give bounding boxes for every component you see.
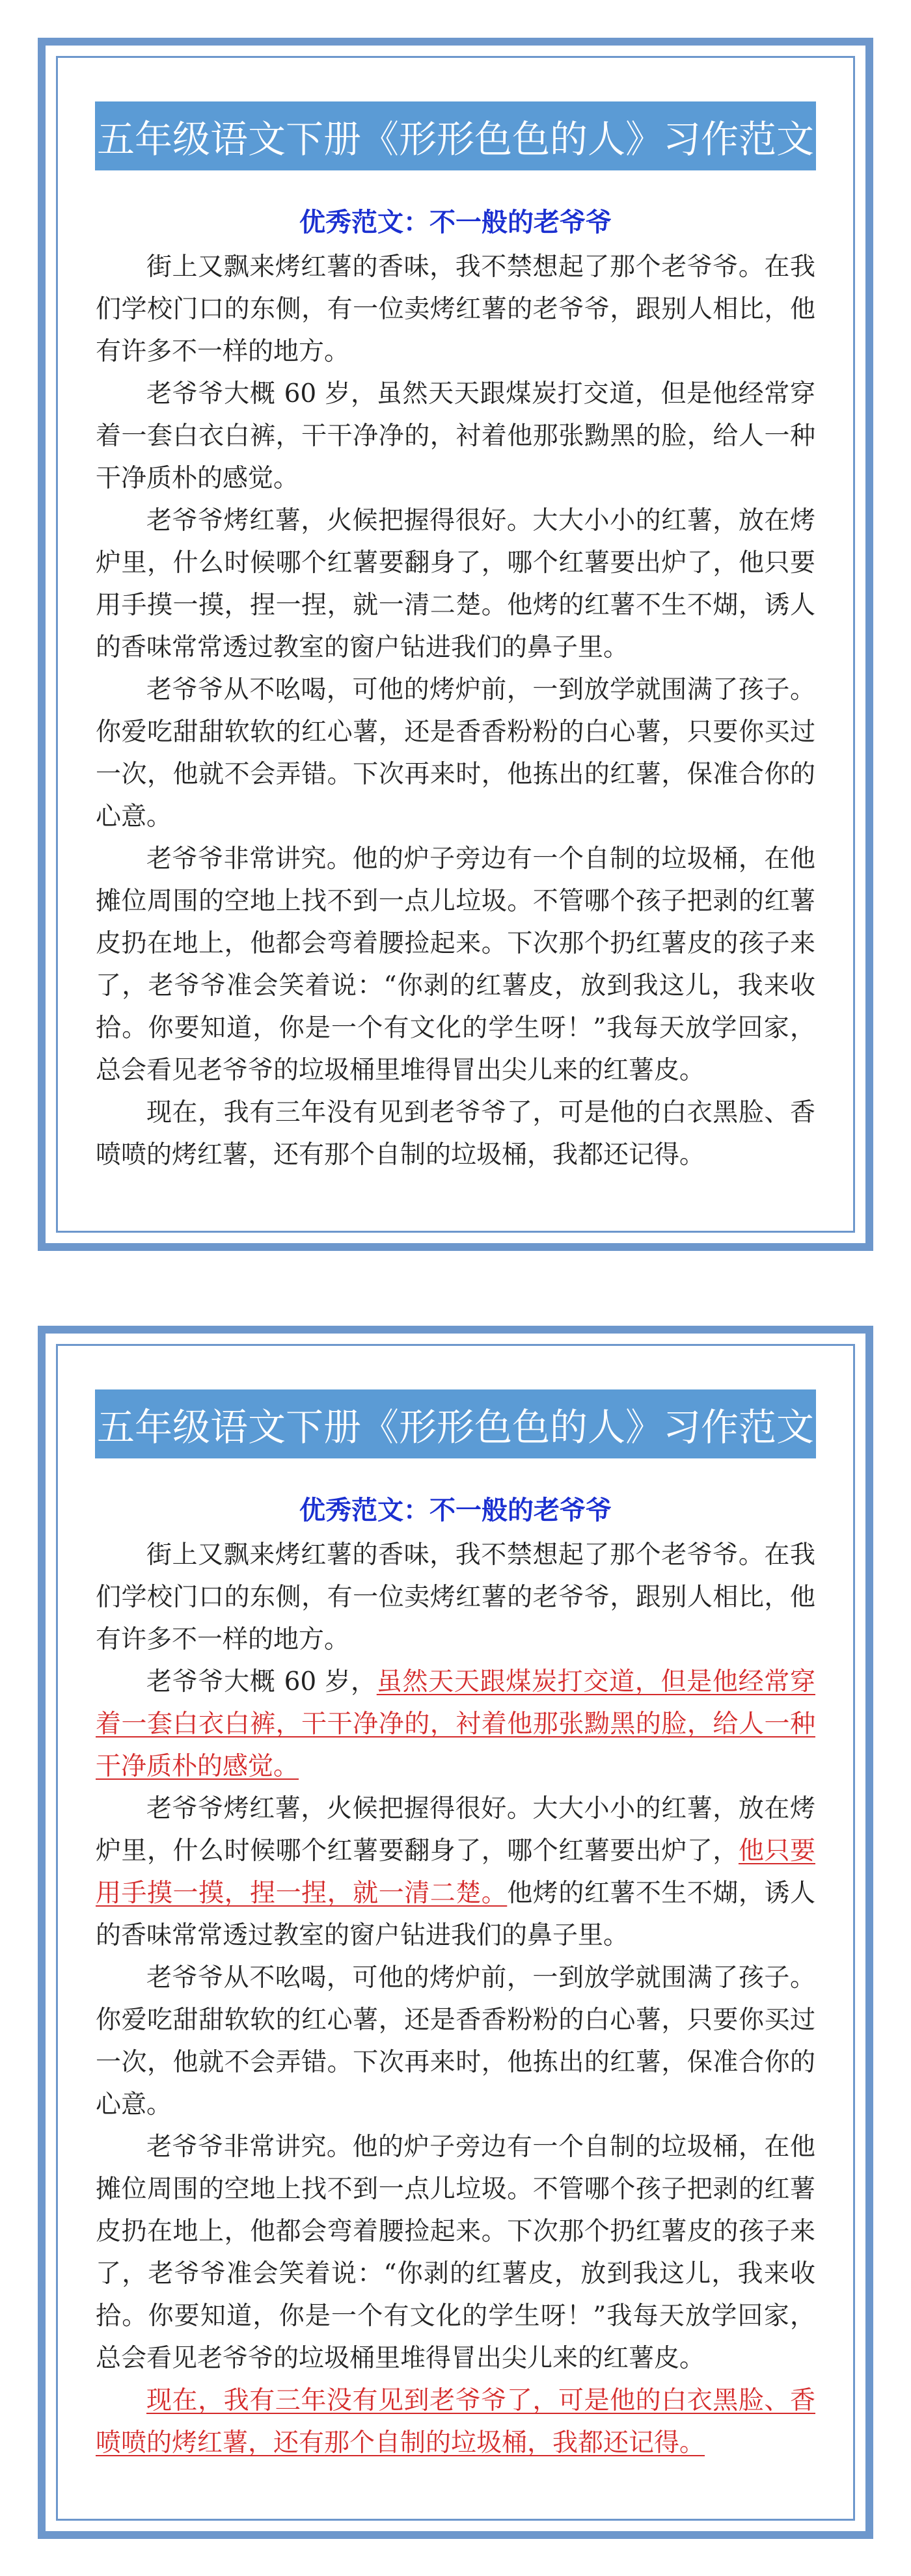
paragraph-2 [96,373,815,500]
paragraph-3 [96,500,815,669]
paragraph-2 [96,1661,815,1788]
paragraph-text: 他烤的红薯不生不煳，诱人的香味常常透过教室的窗户钻进我们的鼻子里。 [96,1879,815,1950]
paragraph-text: 街上又飘来烤红薯的香味，我不禁想起了那个老爷爷。在我们学校门口的东侧，有一位卖烤红薯的老爷爷，跟别人相比，他有许多不一样的地方。 [96,252,815,366]
paragraph-4 [96,669,815,838]
paragraph-4 [96,1957,815,2126]
page-title: 五年级语文下册《形形色色的人》习作范文 [96,117,814,161]
paragraph-1 [96,246,815,373]
paragraph-text: 老爷爷非常讲究。他的炉子旁边有一个自制的垃圾桶，在他摊位周围的空地上找不到一点儿垃圾。不管哪个孩子把剥的红薯皮扔在地上，他都会弯着腰捡起来。下次那个扔红薯皮的孩子来了，老爷爷准会笑着说：“你剥的红薯皮，放到我这儿，我来收拾。你要知道，你是一个有文化的学生呀！”我每天放学回家，总会看见老爷爷的垃圾桶里堆得冒出尖儿来的红薯皮。 [96,844,815,1085]
paragraph-text: 老爷爷大概 60 岁， [146,1667,377,1697]
highlighted-sentence: 虽然天天跟煤炭打交道，但是他经常穿着一套白衣白裤，干干净净的，衬着他那张黝黑的脸，给人一种干净质朴的感觉。 [96,1667,815,1781]
page-title: 五年级语文下册《形形色色的人》习作范文 [96,1405,814,1449]
paragraph-text: 老爷爷从不吆喝，可他的烤炉前，一到放学就围满了孩子。你爱吃甜甜软软的红心薯，还是香香粉粉的白心薯，只要你买过一次，他就不会弄错。下次再来时，他拣出的红薯，保准合你的心意。 [96,1963,815,2119]
highlighted-sentence: 他只要用手摸一摸，捏一捏，就一清二楚。 [96,1836,815,1908]
essay-subtitle: 优秀范文：不一般的老爷爷 [299,208,612,237]
essay-subtitle: 优秀范文：不一般的老爷爷 [299,1496,612,1525]
paragraph-1 [96,1534,815,1661]
paragraph-text: 现在，我有三年没有见到老爷爷了，可是他的白衣黑脸、香喷喷的烤红薯，还有那个自制的垃圾桶，我都还记得。 [96,1098,815,1170]
paragraph-text: 老爷爷烤红薯，火候把握得很好。大大小小的红薯，放在烤炉里，什么时候哪个红薯要翻身了，哪个红薯要出炉了， [96,1794,815,1866]
essay-card-plain [38,38,873,1251]
paragraph-text: 老爷爷从不吆喝，可他的烤炉前，一到放学就围满了孩子。你爱吃甜甜软软的红心薯，还是香香粉粉的白心薯，只要你买过一次，他就不会弄错。下次再来时，他拣出的红薯，保准合你的心意。 [96,675,815,831]
essay-body [96,1534,815,2464]
paragraph-6 [96,1092,815,1176]
paragraph-5 [96,838,815,1092]
paragraph-text: 老爷爷非常讲究。他的炉子旁边有一个自制的垃圾桶，在他摊位周围的空地上找不到一点儿垃圾。不管哪个孩子把剥的红薯皮扔在地上，他都会弯着腰捡起来。下次那个扔红薯皮的孩子来了，老爷爷准会笑着说：“你剥的红薯皮，放到我这儿，我来收拾。你要知道，你是一个有文化的学生呀！”我每天放学回家，总会看见老爷爷的垃圾桶里堆得冒出尖儿来的红薯皮。 [96,2132,815,2373]
paragraph-text: 街上又飘来烤红薯的香味，我不禁想起了那个老爷爷。在我们学校门口的东侧，有一位卖烤红薯的老爷爷，跟别人相比，他有许多不一样的地方。 [96,1540,815,1654]
essay-card-annotated [38,1326,873,2539]
paragraph-text: 老爷爷大概 60 岁，虽然天天跟煤炭打交道，但是他经常穿着一套白衣白裤，干干净净的，衬着他那张黝黑的脸，给人一种干净质朴的感觉。 [96,379,815,493]
paragraph-3 [96,1788,815,1957]
paragraph-text: 老爷爷烤红薯，火候把握得很好。大大小小的红薯，放在烤炉里，什么时候哪个红薯要翻身了，哪个红薯要出炉了，他只要用手摸一摸，捏一捏，就一清二楚。他烤的红薯不生不煳，诱人的香味常常透过教室的窗户钻进我们的鼻子里。 [96,506,815,662]
title-bar [95,1389,816,1458]
title-bar [95,101,816,170]
paragraph-6 [96,2380,815,2464]
essay-body [96,246,815,1176]
paragraph-5 [96,2126,815,2380]
highlighted-sentence: 现在，我有三年没有见到老爷爷了，可是他的白衣黑脸、香喷喷的烤红薯，还有那个自制的垃圾桶，我都还记得。 [96,2386,815,2458]
